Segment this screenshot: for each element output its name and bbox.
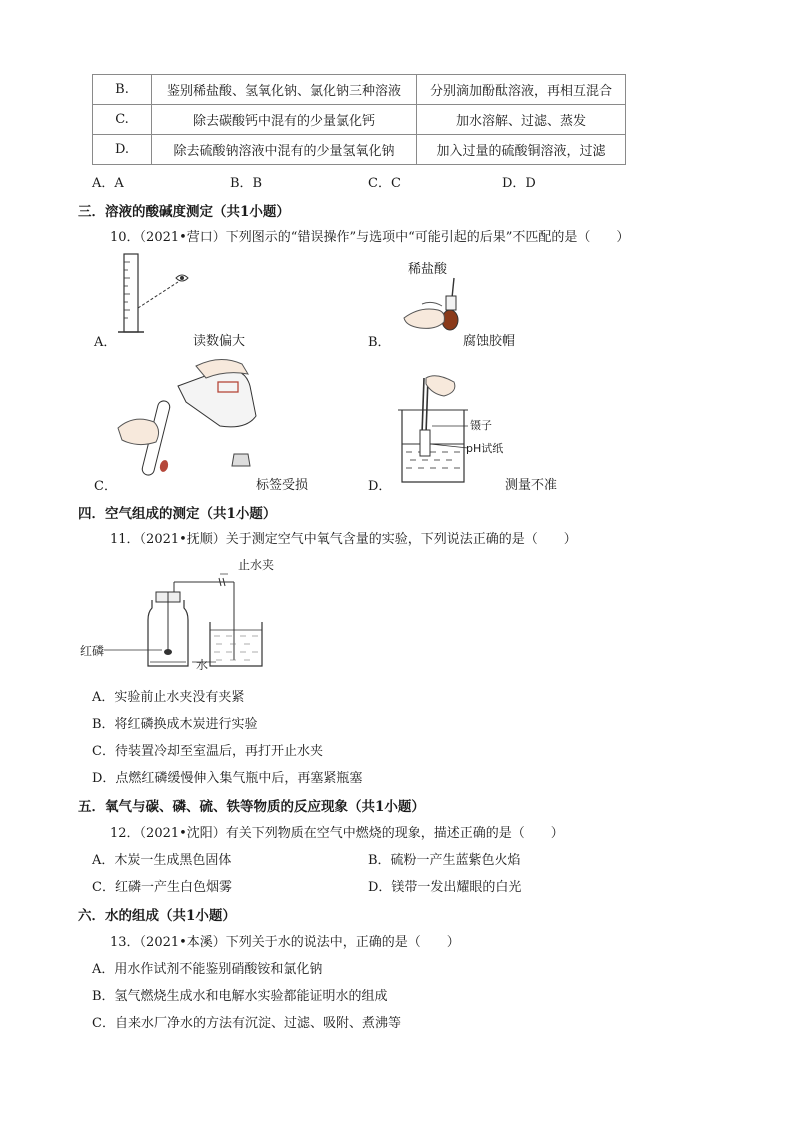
section-heading-5: 五．氧气与碳、磷、硫、铁等物质的反应现象（共1小题） [78,799,425,815]
row-item: 除去硫酸钠溶液中混有的少量氢氧化钠 [152,135,417,165]
graduated-cylinder-figure [110,250,210,340]
q10-b-caption: 腐蚀胶帽 [463,334,516,349]
q12-option-c: C．红磷一产生白色烟雾 [92,880,232,895]
section-heading-4: 四．空气组成的测定（共1小题） [78,506,277,522]
row-item: 鉴别稀盐酸、氢氧化钠、氯化钠三种溶液 [152,75,417,105]
q10-c-letter: C． [94,479,117,494]
q11-option-a: A．实验前止水夹没有夹紧 [92,690,245,705]
q11-fig-clamp-label: 止水夹 [238,558,275,572]
oxygen-apparatus-figure [104,570,274,674]
q9-option-d: D．D [502,176,536,191]
q12-stem: 12．（2021•沈阳）有关下列物质在空气中燃烧的现象，描述正确的是（ ） [110,826,564,841]
q10-a-caption: 读数偏大 [193,334,246,349]
q11-fig-water-label: 水 [196,658,209,672]
q10-stem: 10．（2021•营口）下列图示的“错误操作”与选项中“可能引起的后果”不匹配的是（ ） [110,230,630,245]
q12-option-d: D．镁带一发出耀眼的白光 [368,880,522,895]
q11-option-b: B．将红磷换成木炭进行实验 [92,717,258,732]
q12-option-a: A．木炭一生成黑色固体 [92,853,232,868]
section-heading-3: 三．溶液的酸碱度测定（共1小题） [78,204,290,220]
row-method: 分别滴加酚酞溶液，再相互混合 [417,75,626,105]
q10-c-caption: 标签受损 [256,478,309,493]
row-label: D. [93,135,152,165]
q9-option-b: B．B [230,176,263,191]
options-table [92,74,626,165]
row-label: B. [93,75,152,105]
q10-d-caption: 测量不准 [505,478,558,493]
table-row [93,105,626,135]
q10-d-label-ph-paper: pH试纸 [466,442,504,455]
q9-option-a: A．A [92,176,124,191]
q13-option-b: B．氢气燃烧生成水和电解水实验都能证明水的组成 [92,989,388,1004]
row-label: C. [93,105,152,135]
row-item: 除去碳酸钙中混有的少量氯化钙 [152,105,417,135]
q10-d-letter: D． [368,479,392,494]
dropper-figure [398,276,478,338]
q12-option-b: B．硫粉一产生蓝紫色火焰 [368,853,521,868]
q11-stem: 11．（2021•抚顺）关于测定空气中氧气含量的实验，下列说法正确的是（ ） [110,532,577,547]
table-row [93,75,626,105]
section-heading-6: 六．水的组成（共1小题） [78,908,236,924]
q11-option-c: C．待装置冷却至室温后，再打开止水夹 [92,744,323,759]
q9-option-c: C．C [368,176,401,191]
q11-fig-phosphorus-label: 红磷 [80,644,105,658]
pouring-figure [116,356,266,486]
row-method: 加入过量的硫酸铜溶液，过滤 [417,135,626,165]
q10-d-label-tweezers: 镊子 [470,419,492,432]
q11-option-d: D．点燃红磷缓慢伸入集气瓶中后，再塞紧瓶塞 [92,771,363,786]
q13-option-c: C．自来水厂净水的方法有沉淀、过滤、吸附、煮沸等 [92,1016,401,1031]
q10-b-letter: B． [368,335,391,350]
q10-b-label: 稀盐酸 [408,262,448,277]
row-method: 加水溶解、过滤、蒸发 [417,105,626,135]
ph-test-figure [396,374,476,486]
q13-stem: 13．（2021•本溪）下列关于水的说法中，正确的是（ ） [110,935,460,950]
table-row [93,135,626,165]
q10-a-letter: A． [94,335,117,350]
q13-option-a: A．用水作试剂不能鉴别硝酸铵和氯化钠 [92,962,323,977]
